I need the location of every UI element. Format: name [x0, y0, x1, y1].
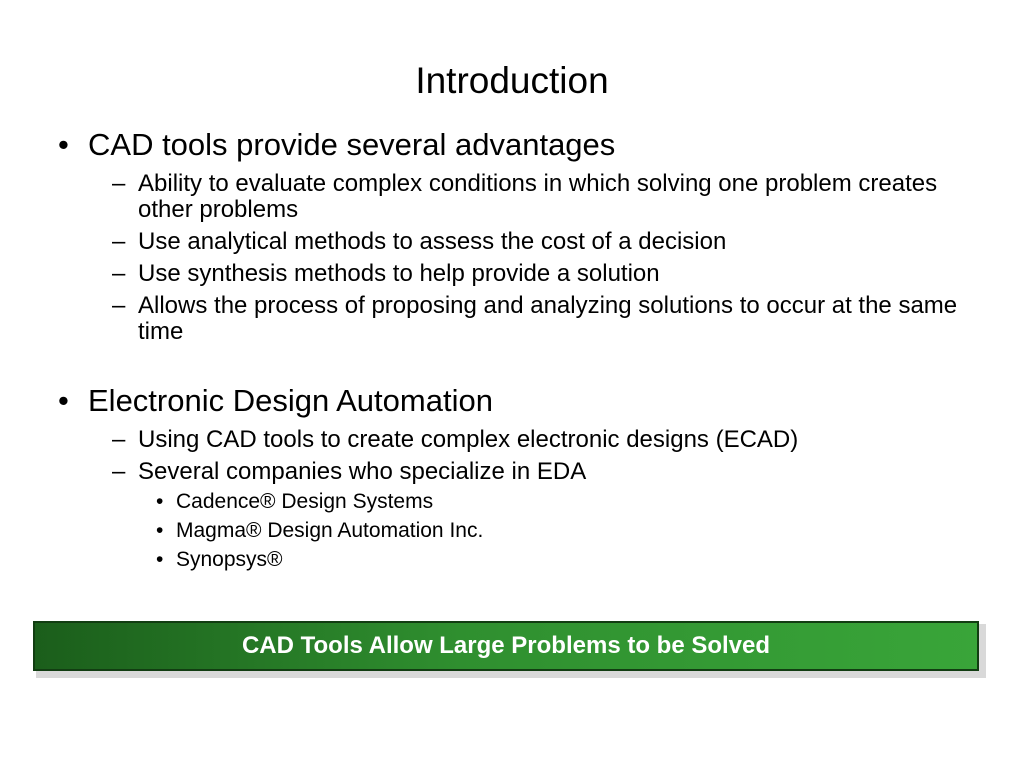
company-name: Cadence® Design Systems: [176, 490, 434, 513]
sub-bullet: [58, 261, 968, 287]
bullet-marker: •: [58, 127, 69, 162]
dash-marker: –: [112, 458, 126, 485]
company-name: Magma® Design Automation Inc.: [176, 519, 484, 542]
sub-sub-bullet: [58, 548, 968, 572]
bullet-text: CAD tools provide several advantages: [88, 127, 616, 162]
banner-text: CAD Tools Allow Large Problems to be Solved: [241, 632, 771, 659]
summary-banner: [33, 621, 979, 671]
dash-marker: –: [112, 260, 126, 287]
sub-bullet-text: Use analytical methods to assess the cost of a decision: [138, 228, 727, 255]
sub-bullet: [58, 459, 968, 485]
dash-marker: –: [112, 292, 126, 319]
sub-bullet-text: Allows the process of proposing and analyzing solutions to occur at the same time: [138, 292, 958, 345]
bullet-marker: •: [156, 519, 164, 542]
sub-bullet: [58, 171, 968, 223]
sub-bullet-text: Using CAD tools to create complex electronic designs (ECAD): [138, 426, 799, 453]
sub-bullet-text: Ability to evaluate complex conditions in which solving one problem creates other problems: [138, 170, 938, 223]
bullet-marker: •: [156, 548, 164, 571]
slide-body: [58, 125, 968, 572]
sub-sub-bullet: [58, 490, 968, 514]
sub-sub-bullet: [58, 519, 968, 543]
sub-bullet: [58, 427, 968, 453]
bullet-eda: [58, 381, 968, 421]
dash-marker: –: [112, 170, 126, 197]
section-spacer: [58, 345, 968, 381]
bullet-marker: •: [58, 383, 69, 418]
bullet-cad-advantages: [58, 125, 968, 165]
bullet-marker: •: [156, 490, 164, 513]
bullet-text: Electronic Design Automation: [88, 383, 493, 418]
slide-title: Introduction: [415, 60, 609, 101]
sub-bullet-text: Use synthesis methods to help provide a solution: [138, 260, 660, 287]
sub-bullet: [58, 293, 968, 345]
dash-marker: –: [112, 228, 126, 255]
dash-marker: –: [112, 426, 126, 453]
sub-bullet-text: Several companies who specialize in EDA: [138, 458, 587, 485]
sub-bullet: [58, 229, 968, 255]
company-name: Synopsys®: [176, 548, 283, 571]
